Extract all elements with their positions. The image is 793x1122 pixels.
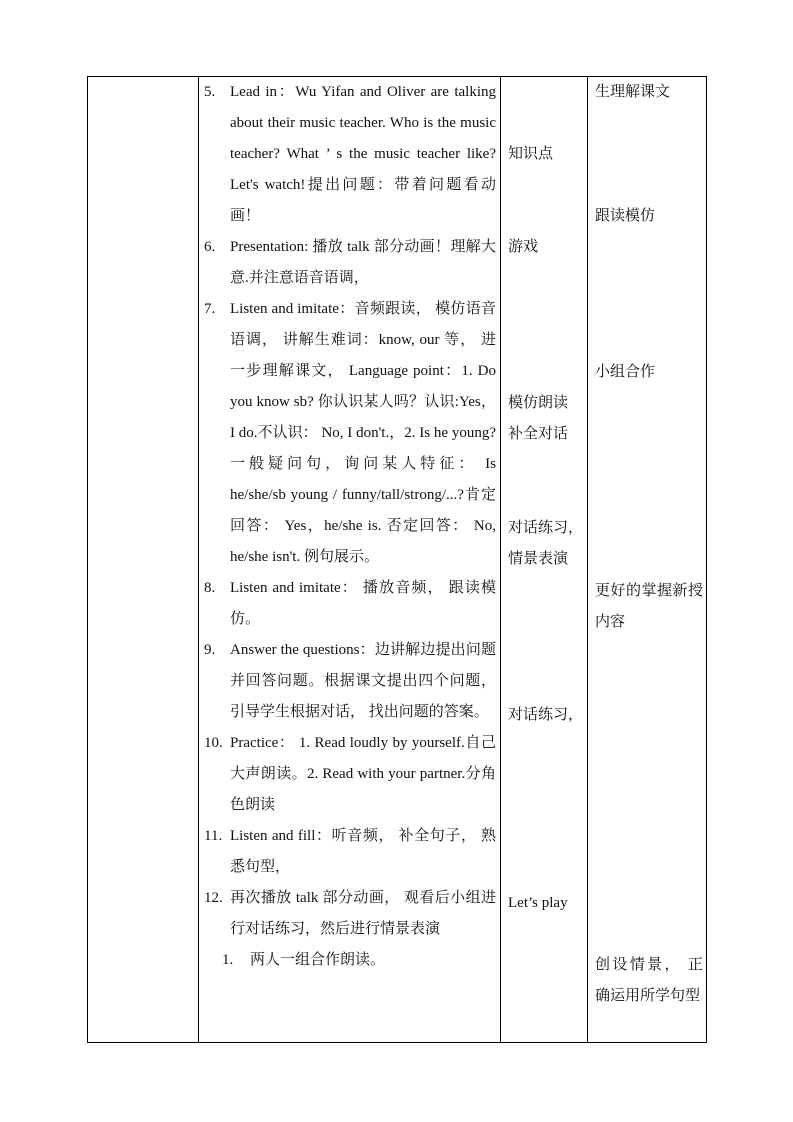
table-right-border	[706, 76, 707, 1043]
step-5	[204, 77, 496, 232]
step-text: Answer the questions：边讲解边提出问题并回答问题。根据课文提出四个问题， 引导学生根据对话， 找出问题的答案。	[230, 642, 496, 720]
step-text: Lead in：Wu Yifan and Oliver are talking about their music teacher. Who is the music teacher? What ’ s the music teacher like?Let's watch!提出问题：带着问题看动画！	[230, 84, 496, 224]
step-6	[204, 232, 496, 294]
step-10	[204, 728, 496, 821]
step-11	[204, 821, 496, 883]
column-divider-1	[198, 76, 199, 1043]
step-number: 9.	[204, 642, 216, 658]
purpose-create-scene: 创设情景， 正确运用所学句型	[595, 957, 703, 1004]
activity-dialogue-practice: 对话练习，	[508, 520, 584, 536]
purpose-follow-imitate: 跟读模仿	[595, 208, 656, 224]
table-left-border	[87, 76, 88, 1043]
step-number: 6.	[204, 239, 216, 255]
activity-dialogue-practice-2: 对话练习，	[508, 707, 584, 723]
substep-1	[204, 945, 496, 976]
step-7	[204, 294, 496, 573]
step-number: 7.	[204, 301, 216, 317]
step-9	[204, 635, 496, 728]
activity-lets-play: Let’s play	[508, 895, 568, 911]
activity-game: 游戏	[508, 239, 539, 255]
purpose-understand-text: 生理解课文	[595, 84, 671, 100]
activity-role-play: 情景表演	[508, 551, 569, 567]
step-text: Listen and fill：听音频， 补全句子， 熟悉句型，	[230, 828, 496, 875]
activity-knowledge: 知识点	[508, 146, 554, 162]
step-8	[204, 573, 496, 635]
step-number: 12.	[204, 890, 223, 906]
purpose-group-work: 小组合作	[595, 364, 656, 380]
column-divider-2	[500, 76, 501, 1043]
step-number: 11.	[204, 828, 223, 844]
step-text: 再次播放 talk 部分动画， 观看后小组进行对话练习，然后进行情景表演	[230, 890, 496, 937]
teaching-steps-cell	[204, 77, 496, 976]
step-number: 10.	[204, 735, 223, 751]
step-text: Listen and imitate：音频跟读， 模仿语音语调， 讲解生难词：know, our 等， 进一步理解课文， Language point：1. Do you know sb? 你认识某人吗？认识:Yes，I do.不认识： No, I don't.，2. Is he young?一般疑问句，询问某人特征： Is he/she/sb young / funny/tall/strong/...?肯定回答： Yes，he/she is. 否定回答： No, he/she isn't. 例句展示。	[230, 301, 496, 565]
step-12	[204, 883, 496, 945]
step-text: Listen and imitate： 播放音频， 跟读模仿。	[230, 580, 496, 627]
activity-imitate-reading: 模仿朗读	[508, 395, 569, 411]
activity-complete-dialogue: 补全对话	[508, 426, 569, 442]
substep-number: 1.	[222, 952, 234, 968]
purpose-master-content: 更好的掌握新授内容	[595, 583, 703, 630]
step-number: 5.	[204, 84, 216, 100]
substep-text: 两人一组合作朗读。	[250, 952, 386, 968]
step-text: Practice： 1. Read loudly by yourself.自己大声朗读。2. Read with your partner.分角色朗读	[230, 735, 496, 813]
table-bottom-border	[87, 1042, 707, 1043]
step-number: 8.	[204, 580, 216, 596]
step-text: Presentation: 播放 talk 部分动画！理解大意.并注意语音语调，	[230, 239, 496, 286]
